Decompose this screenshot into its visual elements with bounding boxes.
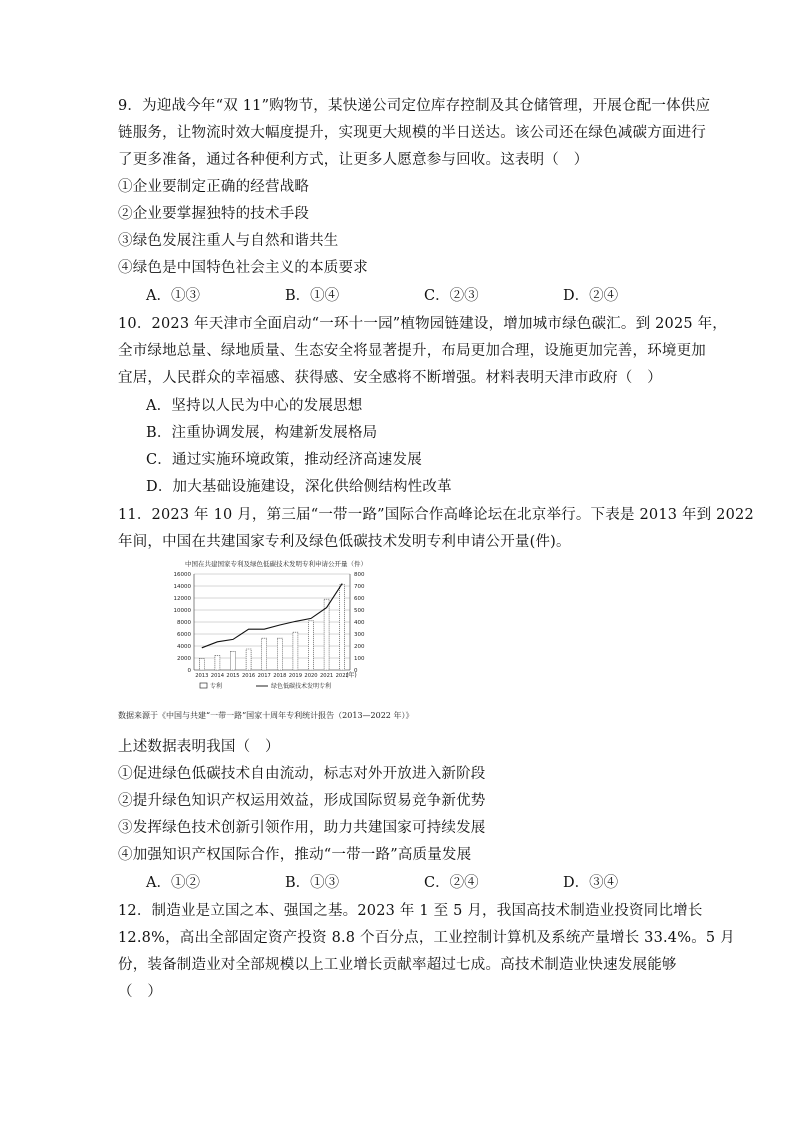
- chart-y-axis-right: [354, 572, 365, 674]
- q11-option-a[interactable]: A．①②: [146, 875, 200, 891]
- x-tick-label: 2013: [195, 673, 209, 679]
- q11-statement-4: ④加强知识产权国际合作，推动“一带一路”高质量发展: [118, 847, 472, 863]
- y-left-tick-label: 16000: [173, 572, 191, 578]
- chart-bar: [215, 656, 220, 670]
- legend-line-label: 绿色低碳技术发明专利: [271, 683, 332, 690]
- chart-bar: [246, 649, 251, 670]
- legend-bar-swatch: [200, 683, 207, 688]
- q11-option-d[interactable]: D．③④: [563, 875, 619, 891]
- chart-bar: [277, 638, 282, 670]
- y-right-tick-label: 200: [354, 644, 365, 650]
- q9-option-c[interactable]: C．②③: [424, 288, 479, 304]
- q12-stem-line-3: 份，装备制造业对全部规模以上工业增长贡献率超过七成。高技术制造业快速发展能够: [118, 957, 677, 973]
- y-left-tick-label: 14000: [173, 584, 191, 590]
- q9-statement-3: ③绿色发展注重人与自然和谐共生: [118, 233, 339, 249]
- chart-x-axis: [195, 673, 349, 679]
- q10-stem-line-2: 全市绿地总量、绿地质量、生态安全将显著提升，布局更加合理，设施更加完善，环境更加: [118, 343, 706, 359]
- q9-stem-line-1: 9．为迎战今年“双 11”购物节，某快递公司定位库存控制及其仓储管理，开展仓配一体供应: [118, 98, 711, 114]
- q9-stem-line-3: 了更多准备，通过各种便利方式，让更多人愿意参与回收。这表明（ ）: [118, 152, 589, 168]
- y-left-tick-label: 4000: [177, 644, 191, 650]
- y-right-tick-label: 100: [354, 656, 365, 662]
- chart-y-axis-left: [174, 572, 192, 674]
- y-right-tick-label: 600: [354, 596, 365, 602]
- y-left-tick-label: 2000: [177, 656, 191, 662]
- y-right-tick-label: 700: [354, 584, 365, 590]
- q11-statement-2: ②提升绿色知识产权运用效益，形成国际贸易竞争新优势: [118, 793, 486, 809]
- y-left-tick-label: 10000: [173, 608, 191, 614]
- y-right-tick-label: 300: [354, 632, 365, 638]
- x-tick-label: 2018: [273, 673, 287, 679]
- q10-option-d[interactable]: D．加大基础设施建设，深化供给侧结构性改革: [146, 479, 452, 495]
- chart-bar: [262, 638, 267, 670]
- chart-bar: [293, 632, 298, 670]
- q11-option-b[interactable]: B．①③: [285, 875, 340, 891]
- q12-stem-line-2: 12.8%，高出全部固定资产投资 8.8 个百分点，工业控制计算机及系统产量增长 33.4%。5 月: [118, 930, 735, 946]
- q10-stem-line-3: 宜居，人民群众的幸福感、获得感、安全感将不断增强。材料表明天津市政府（ ）: [118, 370, 662, 386]
- chart-bar: [231, 651, 236, 670]
- y-left-tick-label: 12000: [173, 596, 191, 602]
- y-right-tick-label: 400: [354, 620, 365, 626]
- q11-stem-line-2: 年间，中国在共建国家专利及绿色低碳技术发明专利申请公开量(件)。: [118, 534, 571, 550]
- y-left-tick-label: 6000: [177, 632, 191, 638]
- patent-chart: [146, 557, 406, 702]
- y-left-tick-label: 8000: [177, 620, 191, 626]
- chart-x-unit: (年): [346, 672, 357, 679]
- legend-bar-label: 专利: [210, 683, 223, 690]
- y-right-tick-label: 800: [354, 572, 365, 578]
- q10-option-c[interactable]: C．通过实施环境政策，推动经济高速发展: [146, 452, 422, 468]
- q9-stem-line-2: 链服务，让物流时效大幅度提升，实现更大规模的半日送达。该公司还在绿色减碳方面进行: [118, 125, 706, 141]
- q11-statement-3: ③发挥绿色技术创新引领作用，助力共建国家可持续发展: [118, 820, 486, 836]
- q9-options: [146, 286, 702, 306]
- x-tick-label: 2014: [210, 673, 225, 679]
- x-tick-label: 2019: [288, 673, 303, 679]
- q12-stem-line-4: （ ）: [118, 984, 163, 1000]
- y-right-tick-label: 0: [354, 668, 358, 674]
- q10-option-b[interactable]: B．注重协调发展，构建新发展格局: [146, 425, 378, 441]
- q9-statement-4: ④绿色是中国特色社会主义的本质要求: [118, 260, 368, 276]
- chart-bar: [199, 659, 204, 670]
- q11-stem-line-1: 11．2023 年 10 月，第三届“一带一路”国际合作高峰论坛在北京举行。下表是 2013 年到 2022: [118, 507, 754, 523]
- x-tick-label: 2017: [257, 673, 271, 679]
- x-tick-label: 2016: [241, 673, 256, 679]
- q11-statement-1: ①促进绿色低碳技术自由流动，标志对外开放进入新阶段: [118, 766, 486, 782]
- chart-title: 中国在共建国家专利及绿色低碳技术发明专利申请公开量（件）: [185, 560, 367, 568]
- q12-stem-line-1: 12．制造业是立国之本、强国之基。2023 年 1 至 5 月，我国高技术制造业投资同比增长: [118, 903, 703, 919]
- chart-line: [202, 584, 342, 648]
- q11-after-text: 上述数据表明我国（ ）: [118, 739, 280, 755]
- q9-option-d[interactable]: D．②④: [563, 288, 619, 304]
- x-tick-label: 2021: [319, 673, 334, 679]
- q10-stem-line-1: 10．2023 年天津市全面启动“一环十一园”植物园链建设，增加城市绿色碳汇。到 2025 年，: [118, 316, 728, 332]
- chart-series-line: [202, 584, 342, 648]
- chart-bar: [309, 621, 314, 670]
- q11-options: [146, 873, 702, 893]
- q10-option-a[interactable]: A．坚持以人民为中心的发展思想: [146, 398, 363, 414]
- chart-legend: [200, 682, 331, 690]
- q9-option-b[interactable]: B．①④: [285, 288, 340, 304]
- x-tick-label: 2020: [304, 673, 318, 679]
- y-left-tick-label: 0: [187, 668, 191, 674]
- chart-bar: [340, 585, 345, 670]
- chart-bar: [324, 599, 329, 670]
- x-tick-label: 2015: [226, 673, 240, 679]
- q9-statement-1: ①企业要制定正确的经营战略: [118, 179, 310, 195]
- q9-option-a[interactable]: A．①③: [146, 288, 200, 304]
- chart-caption: 数据来源于《中国与共建“一带一路”国家十周年专利统计报告（2013—2022 年）》: [118, 711, 414, 720]
- patent-chart-svg: [146, 557, 406, 702]
- q9-statement-2: ②企业要掌握独特的技术手段: [118, 206, 310, 222]
- y-right-tick-label: 500: [354, 608, 365, 614]
- x-tick-label: 2022: [335, 673, 349, 679]
- q11-option-c[interactable]: C．②④: [424, 875, 479, 891]
